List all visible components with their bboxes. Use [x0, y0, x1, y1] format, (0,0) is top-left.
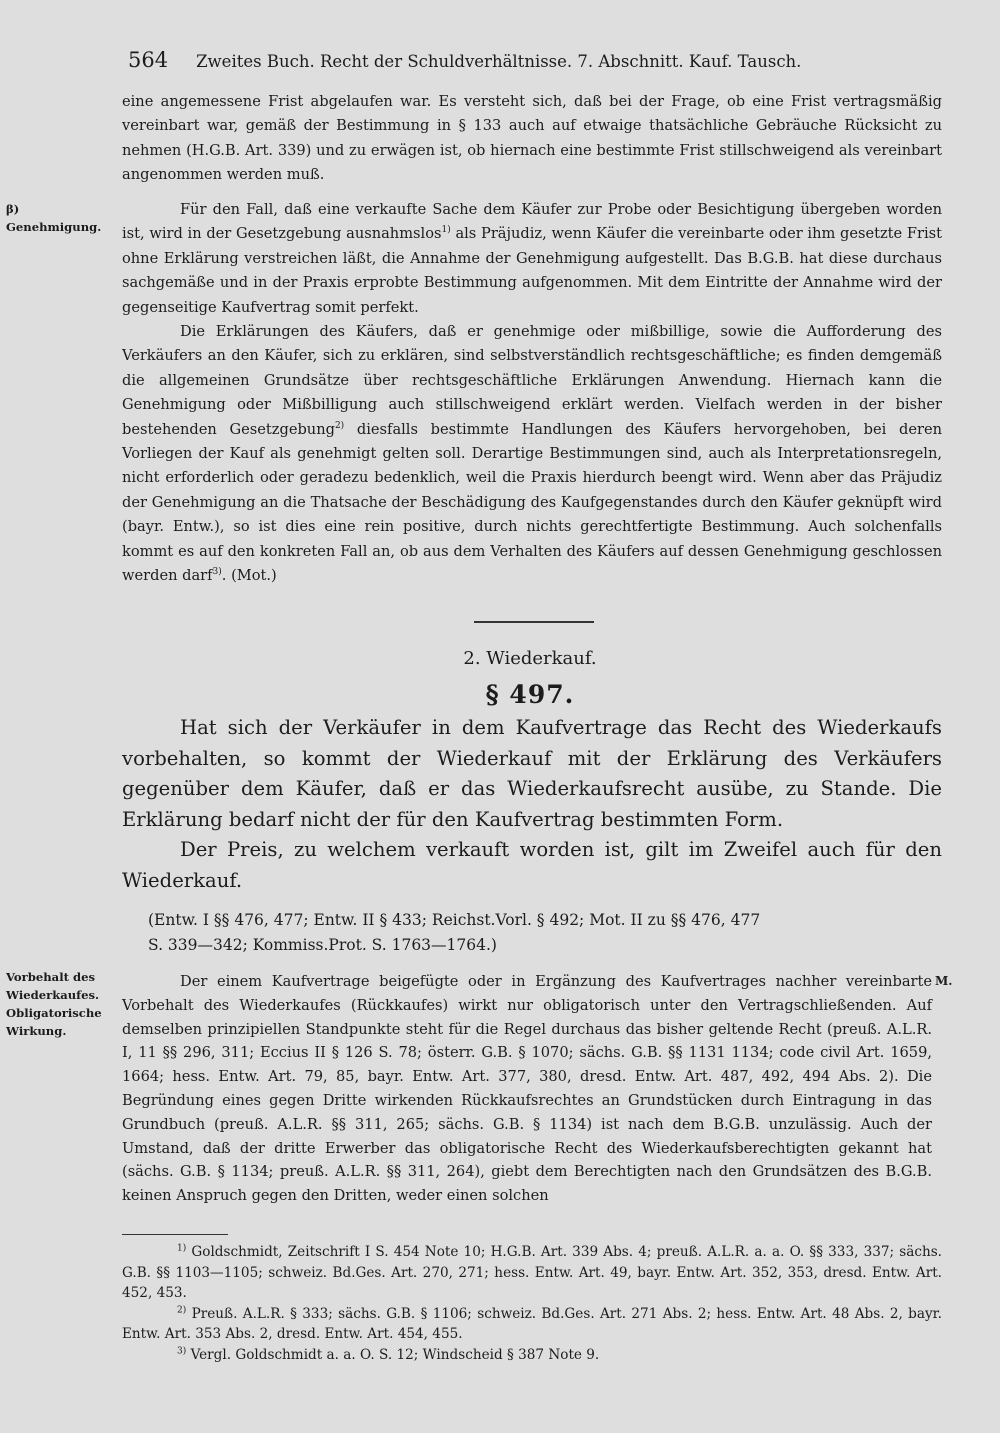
genehmigung-paragraph: [122, 198, 942, 320]
page-number: 564: [128, 48, 169, 72]
footnote-2: [122, 1304, 942, 1345]
margin-note-vorbehalt: Vorbehalt des Wiederkaufes. Obligatorische Wirkung.: [6, 970, 102, 1038]
running-title: Zweites Buch. Recht der Schuldverhältnisse. 7. Abschnitt. Kauf. Tausch.: [196, 52, 802, 71]
law-text: [122, 713, 942, 896]
footnote-2-mark: 2): [177, 1304, 187, 1315]
footnote-1: [122, 1242, 942, 1304]
body-text-vorbehalt: [122, 970, 932, 1208]
paragraph-mark: § 497.: [485, 680, 575, 709]
intro-paragraph: eine angemessene Frist abgelaufen war. Es versteht sich, daß bei der Frage, ob eine Frist vertragsmäßig vereinbart war, gemäß der Bestimmung in § 133 auch auf etwaige thatsächliche Gebräuche Rücksicht zu nehmen (H.G.B. Art. 339) und zu erwägen ist, ob hiernach eine bestimmte Frist stillschweigend als vereinbart angenommen werden muß.: [122, 93, 942, 184]
footnotes: [122, 1242, 942, 1365]
erklaerung-text-a: Die Erklärungen des Käufers, daß er genehmige oder mißbillige, sowie die Aufforderung des Verkäufers an den Käufer, sich zu erklären, sind selbstverständlich rechtsgeschäftliche; es finden demgemäß die allgemeinen Grundsätze über rechtsgeschäftliche Erklärungen Anwendung. Hiernach kann die Genehmigung oder Mißbilligung auch stillschweigend erklärt werden. Vielfach werden in der bisher bestehenden Gesetzgebung: [122, 323, 942, 438]
erklaerung-paragraph: [122, 320, 942, 588]
footnote-ref-1: 1): [441, 225, 451, 236]
references-line-2: S. 339—342; Kommiss.Prot. S. 1763—1764.): [148, 936, 497, 954]
footnote-ref-3: 3): [212, 567, 222, 578]
page-header: [128, 48, 868, 72]
footnote-1-text: Goldschmidt, Zeitschrift I S. 454 Note 10; H.G.B. Art. 339 Abs. 4; preuß. A.L.R. a. a. O. §§ 333, 337; sächs. G.B. §§ 1103—1105; schweiz. Bd.Ges. Art. 270, 271; hess. Entw. Art. 49, bayr. Entw. Art. 352, 353, dresd. Entw. Art. 452, 453.: [122, 1244, 942, 1301]
law-paragraph-1: Hat sich der Verkäufer in dem Kaufvertrage das Recht des Wiederkaufs vorbehalten, so kommt der Wiederkauf mit der Erklärung des Verkäufers gegenüber dem Käufer, daß er das Wiederkaufsrecht ausübe, zu Stande. Die Erklärung bedarf nicht der für den Kaufvertrag bestimmten Form.: [122, 716, 942, 831]
footnote-2-text: Preuß. A.L.R. § 333; sächs. G.B. § 1106; schweiz. Bd.Ges. Art. 271 Abs. 2; hess. Entw. Art. 48 Abs. 2, bayr. Entw. Art. 353 Abs. 2, dresd. Entw. Art. 454, 455.: [122, 1305, 942, 1342]
genehmigung-text-a: Für den Fall, daß eine verkaufte Sache dem Käufer zur Probe oder Besichtigung übergeben worden ist, wird in der Gesetzgebung ausnahmslos: [122, 201, 942, 243]
body-text-genehmigung: [122, 198, 942, 589]
source-references: [148, 908, 948, 958]
footnote-rule: [122, 1234, 228, 1235]
genehmigung-text-b: als Präjudiz, wenn Käufer die vereinbarte oder ihm gesetzte Frist ohne Erklärung verstreichen läßt, die Annahme der Genehmigung aufgestellt. Das B.G.B. hat diese durchaus sachgemäße und in der Praxis erprobte Bestimmung aufgenommen. Mit dem Eintritte der Annahme wird der gegenseitige Kaufvertrag somit perfekt.: [122, 225, 942, 316]
section-title: 2. Wiederkauf.: [463, 648, 597, 669]
erklaerung-text-b: diesfalls bestimmte Handlungen des Käufers hervorgehoben, bei deren Vorliegen der Kauf als genehmigt gelten soll. Derartige Bestimmungen sind, auch als Interpretationsregeln, nicht erforderlich oder geradezu bedenklich, weil die Praxis hierdurch beengt wird. Wenn aber das Präjudiz der Genehmigung an die Thatsache der Beschädigung des Kaufgegenstandes durch den Käufer geknüpft wird (bayr. Entw.), so ist dies eine rein positive, durch nichts gerechtfertigte Bestimmung. Auch solchenfalls kommt es auf den konkreten Fall an, ob aus dem Verhalten des Käufers auf dessen Genehmigung geschlossen werden darf: [122, 420, 942, 585]
footnote-3-text: Vergl. Goldschmidt a. a. O. S. 12; Windscheid § 387 Note 9.: [186, 1346, 600, 1363]
footnote-ref-2: 2): [334, 420, 345, 431]
intro-text: [122, 90, 942, 188]
law-paragraph-2: Der Preis, zu welchem verkauft worden ist, gilt im Zweifel auch für den Wiederkauf.: [122, 838, 942, 892]
erklaerung-text-c: . (Mot.): [221, 567, 277, 585]
vorbehalt-paragraph: Der einem Kaufvertrage beigefügte oder in Ergänzung des Kaufvertrages nachher vereinbarte Vorbehalt des Wiederkaufes (Rückkaufes) wirkt nur obligatorisch unter den Vertragschließenden. Auf demselben prinzipiellen Standpunkte steht für die Regel durchaus das bisher geltende Recht (preuß. A.L.R. I, 11 §§ 296, 311; Eccius II § 126 S. 78; österr. G.B. § 1070; sächs. G.B. §§ 1131 1134; code civil Art. 1659, 1664; hess. Entw. Art. 79, 85, bayr. Entw. Art. 377, 380, dresd. Entw. Art. 487, 492, 494 Abs. 2). Die Begründung eines gegen Dritte wirkenden Rückkaufsrechtes an Grundstücken durch Eintragung in das Grundbuch (preuß. A.L.R. §§ 311, 265; sächs. G.B. § 1134) ist nach dem B.G.B. unzulässig. Auch der Umstand, daß der dritte Erwerber das obligatorische Recht des Wiederkaufsberechtigten gekannt hat (sächs. G.B. § 1134; preuß. A.L.R. §§ 311, 264), giebt dem Berechtigten nach den Grundsätzen des B.G.B. keinen Anspruch gegen den Dritten, weder einen solchen: [122, 973, 932, 1205]
section-divider: [474, 621, 594, 623]
margin-note-m: M.: [935, 974, 953, 988]
margin-note-genehmigung: β) Genehmigung.: [6, 202, 102, 234]
footnote-3: [122, 1345, 942, 1366]
footnote-3-mark: 3): [177, 1345, 187, 1356]
references-line-1: (Entw. I §§ 476, 477; Entw. II § 433; Reichst.Vorl. § 492; Mot. II zu §§ 476, 477: [148, 911, 761, 929]
footnote-1-mark: 1): [177, 1243, 187, 1254]
